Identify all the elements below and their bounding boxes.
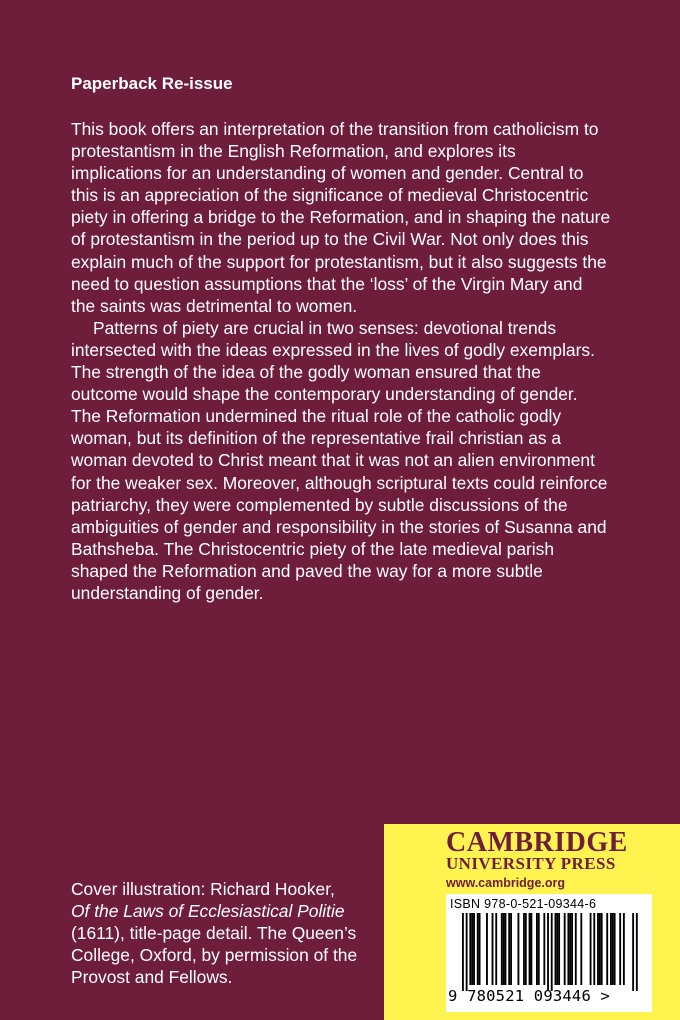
barcode-bar	[614, 913, 616, 985]
barcode-bar	[466, 913, 468, 991]
barcode-label	[446, 894, 652, 1012]
barcode-bar	[543, 913, 545, 985]
barcode-bar	[623, 913, 625, 985]
reissue-heading: Paperback Re-issue	[71, 74, 233, 93]
barcode-bar	[593, 913, 595, 985]
barcode-bar	[479, 913, 481, 985]
barcode-bar	[599, 913, 601, 985]
isbn-text: ISBN 978-0-521-09344-6	[450, 897, 597, 911]
barcode-bar	[503, 913, 505, 985]
barcode-bar	[523, 913, 525, 985]
barcode-bar	[529, 913, 531, 985]
barcode-bar	[619, 913, 621, 985]
barcode-bar	[525, 913, 527, 985]
barcode-bar	[495, 913, 497, 985]
description-paragraph-1: This book offers an interpretation of the transition from catholicism to protestantism in the English Reformation, and explores its implications for an understanding of women and gender. Central to this is an appreciation of the significance of medieval Christocentric piety in offering a bridge to the Reformation, and in shaping the nature of protestantism in the period up to the Civil War. Not only does this explain much of the support for protestantism, but it also suggests the need to question assumptions that the ‘loss’ of the Virgin Mary and the saints was detrimental to women.	[71, 119, 611, 316]
barcode-bar	[606, 913, 608, 985]
barcode-bar	[510, 913, 512, 985]
barcode-bar	[569, 913, 571, 985]
barcode-bar	[636, 913, 638, 991]
barcode-bar	[547, 913, 549, 991]
barcode-bar	[575, 913, 577, 985]
barcode-bar	[558, 913, 560, 985]
credit-lead: Cover illustration: Richard Hooker,	[71, 879, 335, 899]
barcode-bar	[518, 913, 520, 985]
barcode-bar	[462, 913, 464, 991]
barcode-bar	[530, 913, 532, 985]
barcode-bar	[508, 913, 510, 985]
barcode-bar	[477, 913, 479, 985]
barcode-bar	[505, 913, 507, 985]
barcode-bar	[632, 913, 634, 991]
barcode-bar	[551, 913, 553, 991]
barcode-bar	[597, 913, 599, 985]
credit-work-title: Of the Laws of Ecclesiastical Politie	[71, 901, 345, 921]
cover-illustration-credit	[71, 878, 371, 988]
barcode-bar	[473, 913, 475, 985]
barcode-bar	[556, 913, 558, 985]
barcode-bar	[471, 913, 473, 985]
barcode-bar	[567, 913, 569, 985]
barcode-bar	[538, 913, 540, 985]
barcode-bar	[564, 913, 566, 985]
barcode-bar	[580, 913, 582, 985]
barcode-bar	[610, 913, 612, 985]
barcode-digits: 9 780521 093446 >	[448, 987, 611, 1005]
publisher-subtitle: UNIVERSITY PRESS	[446, 854, 616, 873]
publisher-name: CAMBRIDGE	[446, 827, 628, 858]
barcode-bar	[590, 913, 592, 985]
publisher-panel	[384, 824, 680, 1020]
barcode-bar	[536, 913, 538, 985]
barcode-bar	[486, 913, 488, 985]
publisher-url: www.cambridge.org	[446, 876, 566, 890]
description-paragraph-2: Patterns of piety are crucial in two senses: devotional trends intersected with the ideas expressed in the lives of godly exemplars. The strength of the idea of the godly woman ensured that the outcome would shape the contemporary understanding of gender. The Reformation undermined the ritual role of the catholic godly woman, but its definition of the representative frail christian as a woman devoted to Christ meant that it was not an alien environment for the weaker sex. Moreover, although scriptural texts could reinforce patriarchy, they were complemented by subtle discussions of the ambiguities of gender and responsibility in the stories of Susanna and Bathsheba. The Christocentric piety of the late medieval parish shaped the Reformation and paved the way for a more subtle understanding of gender.	[71, 317, 608, 603]
barcode-bar	[555, 913, 557, 985]
credit-details: (1611), title-page detail. The Queen’s College, Oxford, by permission of the Provost and Fellows.	[71, 923, 358, 987]
barcode-bar	[469, 913, 471, 985]
barcode-bar	[601, 913, 603, 985]
barcode-bar	[612, 913, 614, 985]
barcode-bar	[501, 913, 503, 985]
barcode-bar	[571, 913, 573, 985]
book-description	[71, 118, 611, 604]
barcode-bar	[492, 913, 494, 985]
